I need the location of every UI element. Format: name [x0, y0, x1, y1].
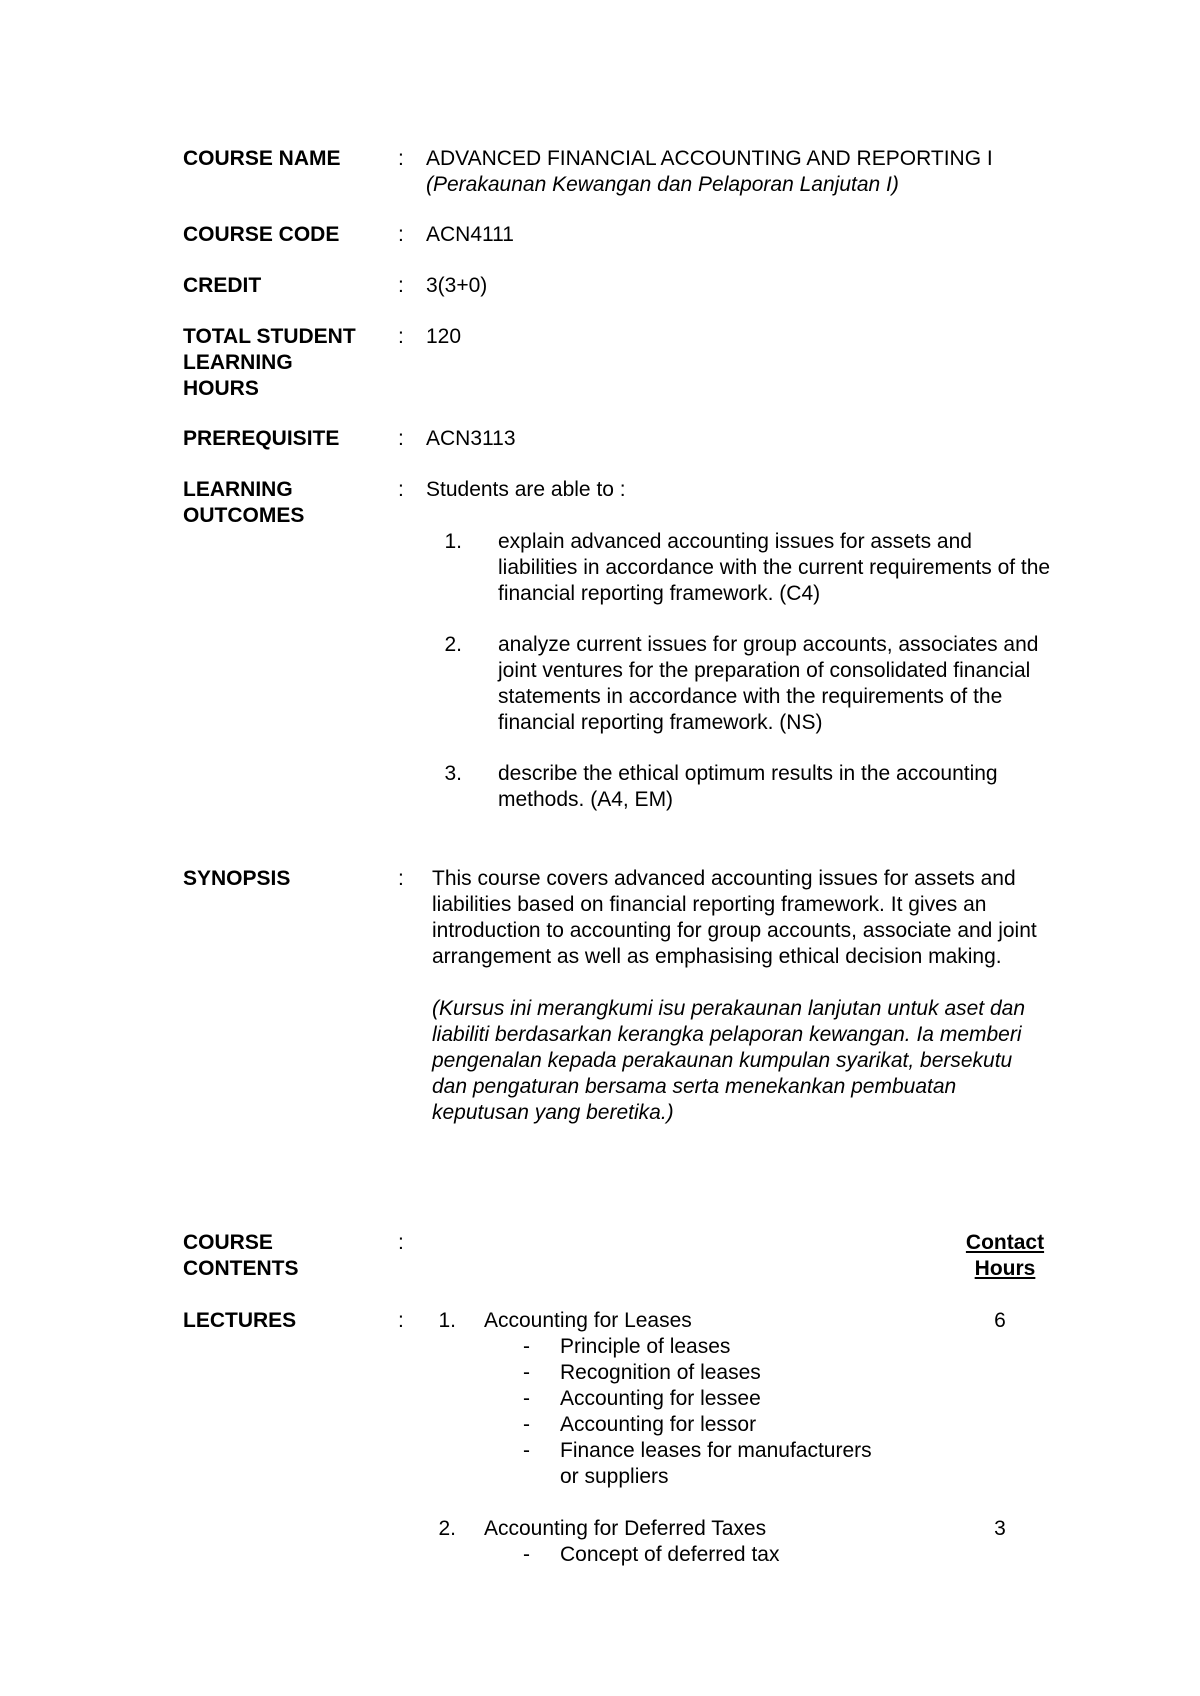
learning-outcomes-label-line1: LEARNING: [183, 478, 293, 501]
synopsis-malay-line: keputusan yang beretika.): [432, 1101, 674, 1124]
credit-value: 3(3+0): [426, 274, 488, 297]
total-hours-label-line3: HOURS: [183, 377, 259, 400]
outcome-number: 3.: [444, 762, 462, 785]
lecture-subtopic-continuation: or suppliers: [560, 1465, 669, 1488]
course-name-label: COURSE NAME: [183, 147, 341, 170]
synopsis-english-line: arrangement as well as emphasising ethical decision making.: [432, 945, 1002, 968]
total-hours-value: 120: [426, 325, 462, 348]
outcome-text-line: joint ventures for the preparation of consolidated financial: [498, 659, 1031, 682]
outcome-number: 2.: [444, 633, 462, 656]
colon: :: [398, 223, 404, 246]
lecture-title: Accounting for Deferred Taxes: [484, 1517, 767, 1540]
course-code-label: COURSE CODE: [183, 223, 340, 246]
total-hours-label-line2: LEARNING: [183, 351, 293, 374]
lecture-title: Accounting for Leases: [484, 1309, 692, 1332]
synopsis-english-line: liabilities based on financial reporting framework. It gives an: [432, 893, 987, 916]
lecture-number: 1.: [438, 1309, 456, 1332]
synopsis-label: SYNOPSIS: [183, 867, 291, 890]
outcome-text-line: analyze current issues for group accounts, associates and: [498, 633, 1039, 656]
contact-hours-heading-line2: Hours: [974, 1257, 1036, 1280]
outcome-text-line: statements in accordance with the requirements of the: [498, 685, 1003, 708]
contact-hours-heading-line1: Contact: [965, 1231, 1045, 1254]
lecture-hours: 3: [994, 1517, 1006, 1540]
bullet-dash: -: [523, 1439, 530, 1462]
bullet-dash: -: [523, 1387, 530, 1410]
bullet-dash: -: [523, 1543, 530, 1566]
credit-label: CREDIT: [183, 274, 262, 297]
outcome-text-line: financial reporting framework. (NS): [498, 711, 823, 734]
colon: :: [398, 274, 404, 297]
outcome-text-line: methods. (A4, EM): [498, 788, 674, 811]
course-name-malay: (Perakaunan Kewangan dan Pelaporan Lanjutan I): [426, 173, 899, 196]
synopsis-malay-line: (Kursus ini merangkumi isu perakaunan lanjutan untuk aset dan: [432, 997, 1026, 1020]
colon: :: [398, 147, 404, 170]
colon: :: [398, 427, 404, 450]
colon: :: [398, 867, 404, 890]
lecture-number: 2.: [438, 1517, 456, 1540]
colon: :: [398, 478, 404, 501]
outcome-text-line: explain advanced accounting issues for assets and: [498, 530, 972, 553]
lecture-subtopic: Principle of leases: [560, 1335, 731, 1358]
lecture-hours: 6: [994, 1309, 1006, 1332]
lecture-subtopic: Finance leases for manufacturers: [560, 1439, 872, 1462]
lecture-subtopic: Concept of deferred tax: [560, 1543, 780, 1566]
synopsis-malay-line: dan pengaturan bersama serta menekankan pembuatan: [432, 1075, 957, 1098]
course-contents-label-line1: COURSE: [183, 1231, 273, 1254]
prerequisite-value: ACN3113: [426, 427, 516, 450]
learning-outcomes-intro: Students are able to :: [426, 478, 626, 501]
outcome-number: 1.: [444, 530, 462, 553]
outcome-text-line: describe the ethical optimum results in the accounting: [498, 762, 998, 785]
outcome-text-line: financial reporting framework. (C4): [498, 582, 821, 605]
synopsis-malay-line: liabiliti berdasarkan kerangka pelaporan kewangan. Ia memberi: [432, 1023, 1022, 1046]
colon: :: [398, 325, 404, 348]
synopsis-english-line: introduction to accounting for group accounts, associate and joint: [432, 919, 1037, 942]
colon: :: [398, 1231, 404, 1254]
course-code-value: ACN4111: [426, 223, 514, 246]
bullet-dash: -: [523, 1335, 530, 1358]
bullet-dash: -: [523, 1413, 530, 1436]
lecture-subtopic: Accounting for lessee: [560, 1387, 761, 1410]
synopsis-malay-line: pengenalan kepada perakaunan kumpulan syarikat, bersekutu: [432, 1049, 1013, 1072]
total-hours-label-line1: TOTAL STUDENT: [183, 325, 356, 348]
lecture-subtopic: Recognition of leases: [560, 1361, 761, 1384]
lectures-label: LECTURES: [183, 1309, 297, 1332]
prerequisite-label: PREREQUISITE: [183, 427, 340, 450]
course-name-value: ADVANCED FINANCIAL ACCOUNTING AND REPORTING I: [426, 147, 993, 170]
lecture-subtopic: Accounting for lessor: [560, 1413, 757, 1436]
bullet-dash: -: [523, 1361, 530, 1384]
synopsis-english-line: This course covers advanced accounting issues for assets and: [432, 867, 1016, 890]
course-contents-label-line2: CONTENTS: [183, 1257, 299, 1280]
colon: :: [398, 1309, 404, 1332]
outcome-text-line: liabilities in accordance with the current requirements of the: [498, 556, 1051, 579]
learning-outcomes-label-line2: OUTCOMES: [183, 504, 305, 527]
